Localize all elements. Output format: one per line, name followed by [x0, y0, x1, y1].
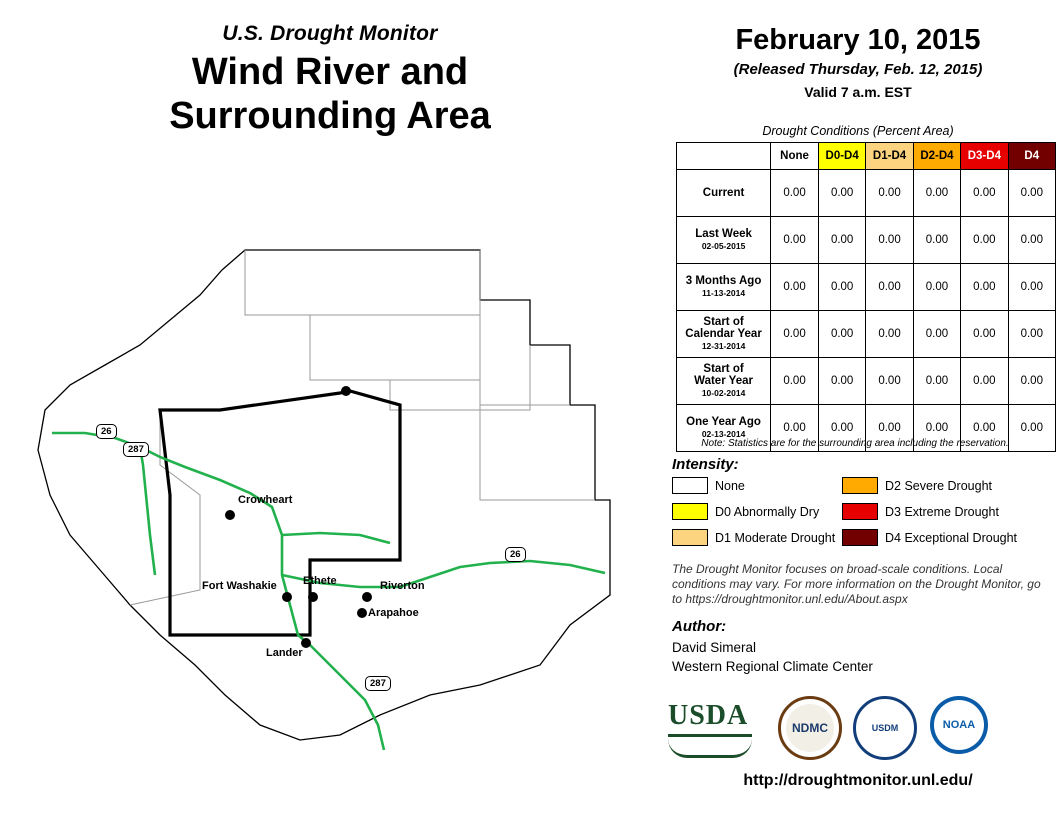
title-block: [0, 22, 660, 138]
map-area: [10, 195, 660, 755]
cell-cy-d4: 0.00: [1008, 311, 1055, 358]
usdm-seal-logo: [853, 696, 917, 760]
table-corner-cell: [677, 143, 771, 170]
drought-conditions-table: [676, 142, 1056, 452]
release-date: (Released Thursday, Feb. 12, 2015): [733, 61, 983, 78]
cell-current-d4: 0.00: [1008, 170, 1055, 217]
row-label-sub: 11-13-2014: [702, 288, 746, 298]
cell-3mo-none: 0.00: [771, 264, 819, 311]
cell-cy-d0: 0.00: [818, 311, 865, 358]
table-row: [677, 311, 1056, 358]
cell-1yr-d4: 0.00: [1008, 405, 1055, 452]
cell-lastweek-d3: 0.00: [961, 217, 1008, 264]
region-title-line2: Surrounding Area: [169, 95, 491, 137]
cell-3mo-d2: 0.00: [913, 264, 960, 311]
cell-3mo-d4: 0.00: [1008, 264, 1055, 311]
col-header-none: None: [771, 143, 819, 170]
author-info: [672, 638, 873, 676]
legend-label-d0: D0 Abnormally Dry: [715, 504, 820, 519]
row-label-start-water-year: [677, 358, 771, 405]
row-label-sub: 02-13-2014: [701, 429, 746, 439]
legend-swatch-d0: [672, 503, 708, 520]
col-header-d4: D4: [1008, 143, 1055, 170]
legend-swatch-d4: [842, 529, 878, 546]
usda-logo-swoosh: [668, 739, 752, 758]
date-header: [660, 24, 1056, 100]
legend-swatch-d2: [842, 477, 878, 494]
map-date: February 10, 2015: [735, 24, 981, 56]
row-label-current: [677, 170, 771, 217]
row-label-3-months-ago: [677, 264, 771, 311]
product-title: U.S. Drought Monitor: [222, 22, 438, 45]
intensity-legend: [672, 477, 1052, 546]
highway-shield-label: 26: [96, 424, 117, 439]
cell-3mo-d3: 0.00: [961, 264, 1008, 311]
row-label-last-week: [677, 217, 771, 264]
table-caption: Drought Conditions (Percent Area): [762, 124, 954, 138]
highway-shield-label: 287: [123, 442, 149, 457]
ndmc-logo-text: NDMC: [786, 704, 834, 752]
legend-item-d4: [842, 529, 1042, 546]
row-label-start-calendar-year: [677, 311, 771, 358]
author-org: Western Regional Climate Center: [672, 659, 873, 674]
cell-1yr-d2: 0.00: [913, 405, 960, 452]
legend-swatch-none: [672, 477, 708, 494]
cell-lastweek-d1: 0.00: [866, 217, 913, 264]
legend-label-d1: D1 Moderate Drought: [715, 530, 836, 545]
cell-lastweek-d2: 0.00: [913, 217, 960, 264]
row-label-main: 3 Months Ago: [685, 275, 762, 287]
wind-river-map-svg: [10, 195, 660, 755]
cell-wy-d2: 0.00: [913, 358, 960, 405]
city-label-arapahoe: Arapahoe: [368, 607, 419, 619]
usdm-seal-logo-text: USDM: [861, 704, 909, 752]
highway-marker-26-east: [505, 549, 526, 560]
table-row: [677, 170, 1056, 217]
cell-wy-none: 0.00: [771, 358, 819, 405]
highway-shield-label: 26: [505, 547, 526, 562]
table-row: [677, 217, 1056, 264]
cell-cy-d1: 0.00: [866, 311, 913, 358]
usda-logo-text: USDA: [668, 700, 749, 731]
cell-wy-d3: 0.00: [961, 358, 1008, 405]
surrounding-area-outline: [38, 250, 610, 740]
legend-item-none: [672, 477, 842, 494]
city-label-ethete: Ethete: [303, 575, 337, 587]
intensity-legend-title: Intensity:: [672, 456, 739, 473]
author-heading: Author:: [672, 618, 727, 635]
table-header-row: [677, 143, 1056, 170]
highway-marker-287-north: [123, 444, 149, 455]
cell-cy-d3: 0.00: [961, 311, 1008, 358]
legend-item-d0: [672, 503, 842, 520]
region-title-line1: Wind River and: [191, 51, 469, 93]
table-note: Note: Statistics are for the surrounding area including the reservation.: [701, 438, 1009, 449]
cell-current-d1: 0.00: [866, 170, 913, 217]
legend-label-d2: D2 Severe Drought: [885, 478, 993, 493]
disclaimer-text: The Drought Monitor focuses on broad-scale conditions. Local conditions may vary. For more information on the Drought Monitor, go to https://droughtmonitor.unl.edu/About.aspx: [672, 562, 1041, 606]
legend-label-d3: D3 Extreme Drought: [885, 504, 999, 519]
cell-lastweek-d0: 0.00: [818, 217, 865, 264]
cell-lastweek-d4: 0.00: [1008, 217, 1055, 264]
cell-3mo-d0: 0.00: [818, 264, 865, 311]
legend-swatch-d1: [672, 529, 708, 546]
highway-marker-26-west: [96, 426, 117, 437]
noaa-logo: [930, 696, 988, 754]
table-row: [677, 358, 1056, 405]
cell-3mo-d1: 0.00: [866, 264, 913, 311]
legend-label-d4: D4 Exceptional Drought: [885, 530, 1018, 545]
city-label-riverton: Riverton: [380, 580, 425, 592]
row-label-main: Current: [702, 187, 745, 199]
cell-1yr-d1: 0.00: [866, 405, 913, 452]
legend-item-d1: [672, 529, 842, 546]
row-label-main: One Year Ago: [686, 416, 761, 428]
cell-current-none: 0.00: [771, 170, 819, 217]
row-label-sub: 02-05-2015: [701, 241, 746, 251]
city-label-fort-washakie: Fort Washakie: [202, 580, 277, 592]
noaa-logo-text: NOAA: [934, 700, 984, 750]
row-label-main: Start of Calendar Year: [685, 316, 762, 340]
cell-current-d2: 0.00: [913, 170, 960, 217]
cell-wy-d0: 0.00: [818, 358, 865, 405]
valid-time: Valid 7 a.m. EST: [804, 84, 912, 100]
cell-1yr-d0: 0.00: [818, 405, 865, 452]
row-label-main: Last Week: [695, 228, 752, 240]
row-label-sub: 10-02-2014: [701, 388, 746, 398]
highway-shield-label: 287: [365, 676, 391, 691]
cell-1yr-d3: 0.00: [961, 405, 1008, 452]
author-name: David Simeral: [672, 640, 757, 655]
cell-current-d3: 0.00: [961, 170, 1008, 217]
cell-wy-d1: 0.00: [866, 358, 913, 405]
legend-swatch-d3: [842, 503, 878, 520]
cell-1yr-none: 0.00: [771, 405, 819, 452]
website-url: http://droughtmonitor.unl.edu/: [743, 772, 973, 789]
col-header-d0: D0-D4: [818, 143, 865, 170]
legend-label-none: None: [715, 478, 745, 493]
ndmc-logo: [778, 696, 842, 760]
cell-wy-d4: 0.00: [1008, 358, 1055, 405]
col-header-d2: D2-D4: [913, 143, 960, 170]
cell-cy-none: 0.00: [771, 311, 819, 358]
legend-item-d3: [842, 503, 1042, 520]
usda-logo: [668, 700, 752, 758]
city-label-lander: Lander: [266, 647, 303, 659]
cell-cy-d2: 0.00: [913, 311, 960, 358]
table-row: [677, 264, 1056, 311]
row-label-sub: 12-31-2014: [701, 341, 746, 351]
cell-lastweek-none: 0.00: [771, 217, 819, 264]
col-header-d1: D1-D4: [866, 143, 913, 170]
legend-item-d2: [842, 477, 1042, 494]
cell-current-d0: 0.00: [818, 170, 865, 217]
row-label-main: Start of Water Year: [694, 363, 753, 387]
highway-marker-287-south: [365, 678, 391, 689]
city-label-crowheart: Crowheart: [238, 494, 293, 506]
usda-logo-bar: [668, 734, 752, 737]
col-header-d3: D3-D4: [961, 143, 1008, 170]
logo-row: [668, 694, 1048, 762]
